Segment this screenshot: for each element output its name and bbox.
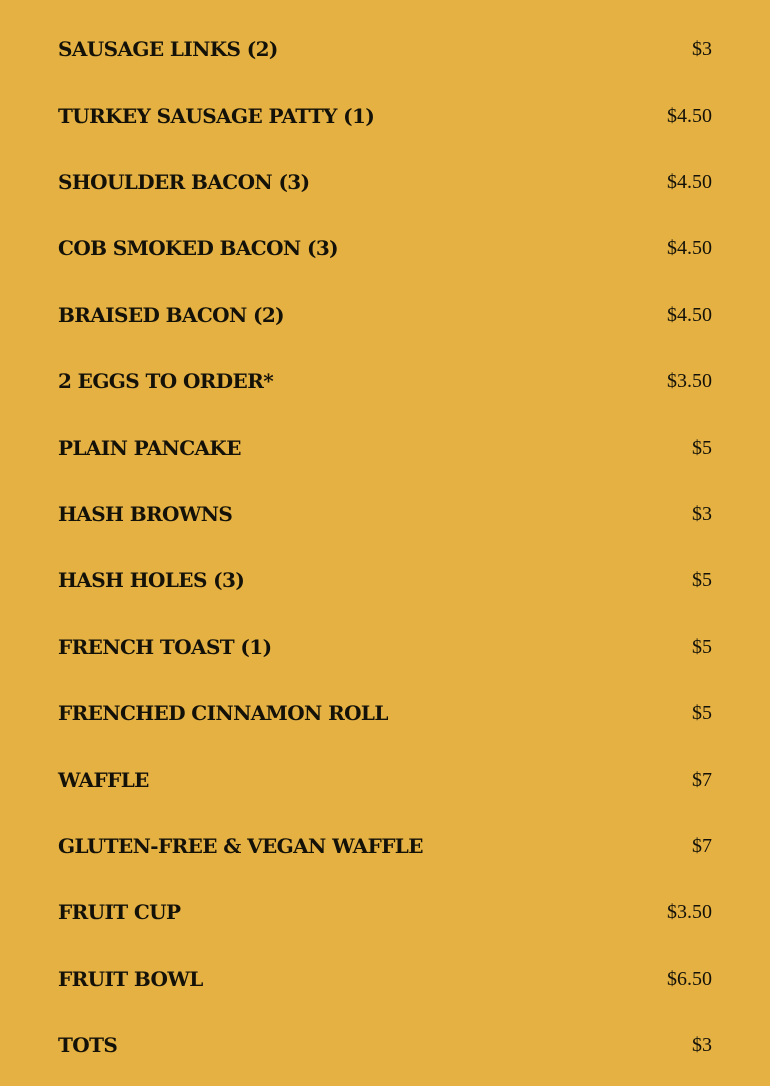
item-name: TOTS <box>58 1033 118 1057</box>
item-name: SAUSAGE LINKS (2) <box>58 37 278 61</box>
item-name: WAFFLE <box>58 768 149 792</box>
menu-item <box>58 29 712 69</box>
item-price: $4.50 <box>667 104 712 127</box>
item-price: $4.50 <box>667 170 712 193</box>
menu-item <box>58 295 712 335</box>
item-price: $3.50 <box>667 369 712 392</box>
item-name: PLAIN PANCAKE <box>58 436 241 460</box>
menu-item <box>58 693 712 733</box>
item-name: FRENCHED CINNAMON ROLL <box>58 701 388 725</box>
item-price: $4.50 <box>667 303 712 326</box>
item-price: $3 <box>692 37 712 60</box>
menu-item <box>58 627 712 667</box>
menu-item <box>58 1025 712 1065</box>
item-name: 2 EGGS TO ORDER* <box>58 369 274 393</box>
item-name: COB SMOKED BACON (3) <box>58 236 338 260</box>
item-price: $3 <box>692 1033 712 1056</box>
item-price: $5 <box>692 701 712 724</box>
menu-item <box>58 892 712 932</box>
menu-item <box>58 162 712 202</box>
item-price: $3 <box>692 502 712 525</box>
menu-item <box>58 96 712 136</box>
menu-item <box>58 959 712 999</box>
item-price: $4.50 <box>667 236 712 259</box>
item-name: FRUIT BOWL <box>58 967 203 991</box>
item-price: $5 <box>692 436 712 459</box>
item-price: $7 <box>692 834 712 857</box>
item-name: SHOULDER BACON (3) <box>58 170 310 194</box>
menu-item <box>58 826 712 866</box>
item-name: HASH BROWNS <box>58 502 233 526</box>
menu-item <box>58 494 712 534</box>
item-price: $5 <box>692 568 712 591</box>
item-price: $7 <box>692 768 712 791</box>
item-name: HASH HOLES (3) <box>58 568 245 592</box>
item-price: $5 <box>692 635 712 658</box>
item-name: TURKEY SAUSAGE PATTY (1) <box>58 104 375 128</box>
menu-item <box>58 361 712 401</box>
item-name: FRUIT CUP <box>58 900 181 924</box>
item-name: BRAISED BACON (2) <box>58 303 285 327</box>
item-name: FRENCH TOAST (1) <box>58 635 272 659</box>
item-price: $6.50 <box>667 967 712 990</box>
menu-item <box>58 560 712 600</box>
menu-item <box>58 428 712 468</box>
menu-item <box>58 760 712 800</box>
menu-item <box>58 228 712 268</box>
item-name: GLUTEN-FREE & VEGAN WAFFLE <box>58 834 423 858</box>
item-price: $3.50 <box>667 900 712 923</box>
